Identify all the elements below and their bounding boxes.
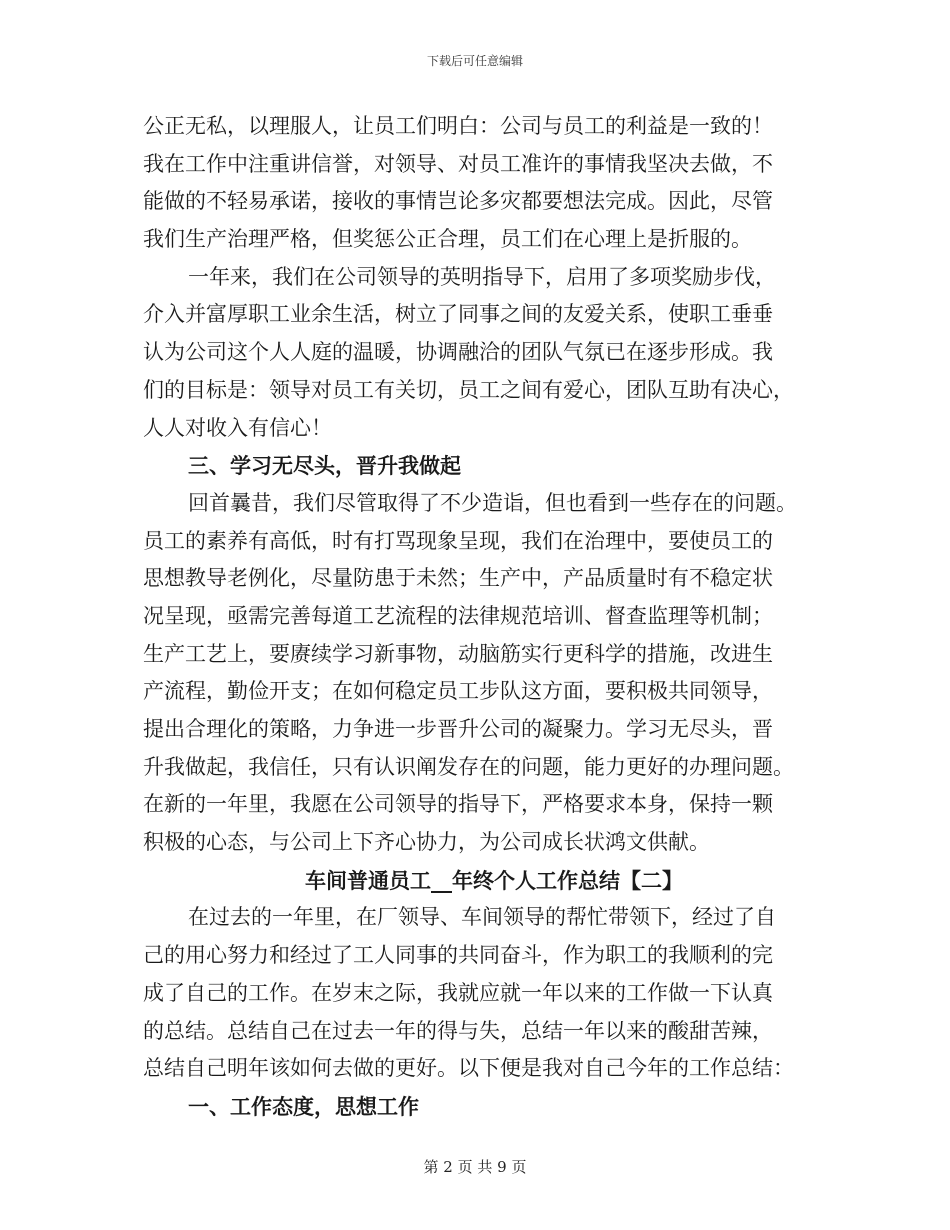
section-heading: 三、学习无尽头，晋升我做起 <box>188 453 461 479</box>
paragraph-line: 在新的一年里，我愿在公司领导的指导下，严格要求本身，保持一颗 <box>143 792 773 817</box>
paragraph-line: 们的目标是：领导对员工有关切，员工之间有爱心，团队互助有决心， <box>143 377 794 402</box>
paragraph-line: 公正无私，以理服人，让员工们明白：公司与员工的利益是一致的！ <box>143 114 773 138</box>
paragraph-line: 我在工作中注重讲信誉，对领导、对员工准许的事情我坚决去做，不 <box>143 151 773 176</box>
paragraph-line: 生产工艺上，要赓续学习新事物，动脑筋实行更科学的措施，改进生 <box>143 641 773 666</box>
paragraph-line: 员工的素养有高低，时有打骂现象呈现，我们在治理中，要使员工的 <box>143 528 773 553</box>
paragraph-line: 的总结。总结自己在过去一年的得与失，总结一年以来的酸甜苦辣， <box>143 1018 773 1043</box>
section-heading: 一、工作态度，思想工作 <box>188 1093 419 1119</box>
paragraph-line: 升我做起，我信任，只有认识阐发存在的问题，能力更好的办理问题。 <box>143 754 794 779</box>
document-body <box>143 108 815 1126</box>
paragraph-line: 己的用心努力和经过了工人同事的共同奋斗，作为职工的我顺利的完 <box>143 943 773 968</box>
paragraph-line: 介入并富厚职工业余生活，树立了同事之间的友爱关系，使职工垂垂 <box>143 302 773 327</box>
paragraph-line: 产流程，勤俭开支；在如何稳定员工步队这方面，要积极共同领导， <box>143 679 773 704</box>
paragraph-line: 回首曩昔，我们尽管取得了不少造诣，但也看到一些存在的问题。 <box>188 490 797 515</box>
paragraph-line: 我们生产治理严格，但奖惩公正合理，员工们在心理上是折服的。 <box>143 227 752 252</box>
page-header: 下载后可任意编辑 <box>426 54 523 68</box>
paragraph-line: 认为公司这个人人庭的温暖，协调融洽的团队气氛已在逐步形成。我 <box>143 340 773 365</box>
paragraph-line: 能做的不轻易承诺，接收的事情岂论多灾都要想法完成。因此，尽管 <box>143 189 773 214</box>
paragraph-line: 思想教导老例化，尽量防患于未然；生产中，产品质量时有不稳定状 <box>143 566 773 591</box>
paragraph-line: 人人对收入有信心！ <box>143 415 332 440</box>
paragraph-line: 在过去的一年里，在厂领导、车间领导的帮忙带领下，经过了自 <box>188 905 776 930</box>
paragraph-line: 总结自己明年该如何去做的更好。以下便是我对自己今年的工作总结： <box>143 1056 794 1081</box>
paragraph-line: 一年来，我们在公司领导的英明指导下，启用了多项奖励步伐， <box>188 264 776 289</box>
paragraph-line: 提出合理化的策略，力争进一步晋升公司的凝聚力。学习无尽头，晋 <box>143 717 773 741</box>
paragraph-line: 成了自己的工作。在岁末之际，我就应就一年以来的工作做一下认真 <box>143 980 773 1005</box>
paragraph-line: 积极的心态，与公司上下齐心协力，为公司成长状鸿文供献。 <box>143 830 710 855</box>
document-title: 车间普通员工__年终个人工作总结【二】 <box>305 867 683 893</box>
page-footer: 第 2 页 共 9 页 <box>423 1158 527 1176</box>
paragraph-line: 况呈现，亟需完善每道工艺流程的法律规范培训、督查监理等机制； <box>143 603 773 628</box>
